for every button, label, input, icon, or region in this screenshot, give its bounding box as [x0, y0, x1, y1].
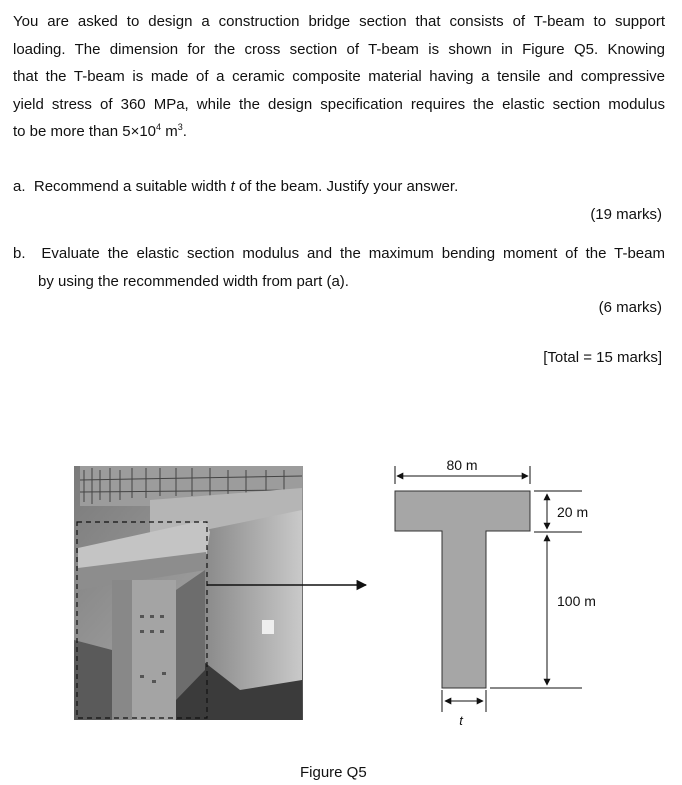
- t-beam-cross-section: [395, 491, 530, 688]
- part-a-text-post: of the beam. Justify your answer.: [234, 178, 459, 195]
- intro-line-5: [13, 118, 665, 146]
- figure-q5: [0, 440, 682, 740]
- total-marks: [Total = 15 marks]: [543, 349, 662, 366]
- dimension-width: [395, 457, 530, 484]
- question-intro: [13, 8, 665, 146]
- intro-line-1: You are asked to design a construction bridge section that consists of T-beam to support: [13, 13, 665, 30]
- bridge-photo: [74, 466, 303, 720]
- intro-line-5-text: to be more than 5×10: [13, 123, 157, 141]
- intro-exponent-3: 3: [177, 122, 183, 133]
- part-a-marks: (19 marks): [590, 206, 662, 223]
- intro-period: .: [182, 123, 187, 141]
- dim-width-label: 80 m: [446, 457, 478, 473]
- part-b-marks: (6 marks): [598, 299, 662, 316]
- part-b-label: b.: [13, 245, 26, 262]
- part-a-variable-t: t: [230, 178, 235, 195]
- part-a-text-pre: Recommend a suitable width: [33, 178, 231, 195]
- part-a-question: [13, 173, 458, 201]
- intro-line-2: loading. The dimension for the cross section of T-beam is shown in Figure Q5. Knowing: [13, 40, 665, 58]
- figure-caption: Figure Q5: [300, 764, 367, 781]
- part-b-question: [13, 240, 665, 295]
- dim-web-label: 100 m: [557, 593, 596, 609]
- intro-line-3: that the T-beam is made of a ceramic composite material having a tensile and compressive: [13, 68, 665, 86]
- dimension-web: [490, 535, 596, 688]
- intro-line-4: yield stress of 360 MPa, while the design specification requires the elastic section modulus: [13, 95, 665, 113]
- part-a-label: a.: [13, 178, 26, 195]
- intro-exponent-4: 4: [156, 122, 162, 133]
- dim-t-label: t: [459, 713, 463, 728]
- intro-unit-m: m: [161, 123, 178, 141]
- dimension-t: [442, 690, 486, 728]
- dimension-flange: [534, 491, 588, 532]
- part-b-line-2: by using the recommended width from part (a).: [38, 272, 349, 290]
- dim-flange-label: 20 m: [557, 504, 589, 520]
- part-b-line-1: [13, 240, 665, 268]
- part-b-text-1: Evaluate the elastic section modulus and the maximum bending moment of the T-beam: [41, 245, 665, 262]
